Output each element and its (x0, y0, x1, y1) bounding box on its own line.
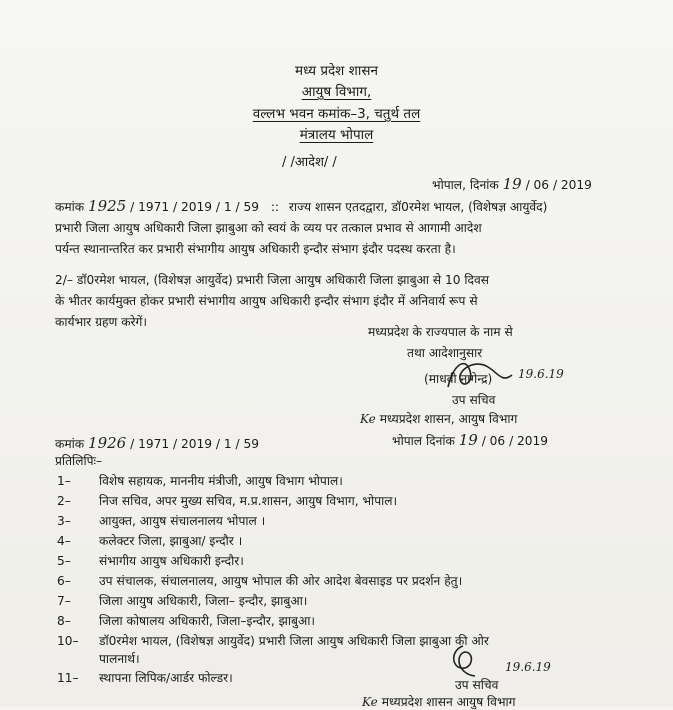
list-item-num: 4– (57, 534, 71, 548)
signatory-name: (माधवी नागेन्द्र) (424, 372, 493, 386)
second-date-rest: / 06 / 2019 (481, 434, 549, 448)
copy-to-label: प्रतिलिपिः– (55, 454, 103, 468)
list-item (57, 650, 140, 667)
list-item-text: जिला कोषालय अधिकारी, जिला–इन्दौर, झाबुआ। (99, 614, 316, 628)
second-order-number (55, 434, 259, 452)
order-no-handwritten: 1925 (88, 197, 127, 215)
para2-line1: 2/– डॉ0रमेश भायल, (विशेषज्ञ आयुर्वेद) प्रभारी जिला आयुष अधिकारी जिला झाबुआ से 10 दिवस (55, 273, 490, 287)
list-item (57, 512, 265, 529)
list-item-text: डॉ0रमेश भायल, (विशेषज्ञ आयुर्वेद) प्रभारी जिला आयुष अधिकारी जिला झाबुआ की ओर (99, 634, 489, 648)
list-item-text: जिला आयुष अधिकारी, जिला– इन्दौर, झाबुआ। (99, 594, 308, 608)
initial-mark: Ke (360, 412, 376, 426)
header-line-3: वल्लभ भवन कमांक–3, चतुर्थ तल (252, 106, 421, 122)
order-number (55, 197, 547, 215)
signature-1-date: 19.6.19 (518, 367, 564, 381)
list-item (57, 572, 462, 589)
list-item (57, 492, 397, 509)
list-item (57, 472, 343, 489)
list-item-num: 5– (57, 554, 71, 568)
para1-line3: पर्यन्त स्थानान्तरित कर प्रभारी संभागीय आयुष अधिकारी इन्दौर संभाग इंदौर पदस्थ करता है। (55, 242, 456, 256)
date-day-handwritten: 19 (502, 175, 522, 193)
header-line-1: मध्य प्रदेश शासन (295, 63, 378, 79)
signatory-designation: उप सचिव (452, 393, 496, 407)
list-item-text: निज सचिव, अपर मुख्य सचिव, म.प्र.शासन, आयुष विभाग, भोपाल। (99, 494, 398, 508)
list-item (57, 632, 489, 649)
second-date-day: 19 (458, 431, 478, 449)
list-item-text: विशेष सहायक, माननीय मंत्रीजी, आयुष विभाग भोपाल। (99, 474, 343, 488)
list-item-text: उप संचालक, संचालनालय, आयुष भोपाल की ओर आदेश बेवसाइड पर प्रदर्शन हेतु। (99, 574, 463, 588)
list-item-text: स्थापना लिपिक/आर्डर फोल्डर। (99, 671, 233, 685)
bottom-dept (362, 693, 516, 710)
list-item (57, 532, 242, 549)
order-no-sep: :: (270, 200, 280, 214)
list-item-num: 8– (57, 614, 71, 628)
signatory-dept (360, 410, 517, 427)
list-item-text: कलेक्टर जिला, झाबुआ/ इन्दौर । (99, 534, 243, 548)
signature-2-date: 19.6.19 (505, 660, 551, 674)
date-prefix: भोपाल, दिनांक (432, 178, 499, 192)
order-no-rest: / 1971 / 2019 / 1 / 59 (130, 200, 259, 214)
order-no-prefix: कमांक (55, 200, 85, 214)
list-item-num: 6– (57, 574, 71, 588)
bottom-dept-text: मध्यप्रदेश शासन आयुष विभाग (381, 695, 516, 709)
para2-line3: कार्यभार ग्रहण करेगें। (55, 315, 148, 329)
order-title: / /आदेश/ / (282, 155, 337, 170)
list-item-num: 11– (57, 671, 79, 685)
para1-line1-tail: राज्य शासन एतदद्वारा, डॉ0रमेश भायल, (विशेषज्ञ आयुर्वेद) (288, 200, 548, 214)
second-order-rest: / 1971 / 2019 / 1 / 59 (130, 437, 259, 451)
list-item-num: 3– (57, 514, 71, 528)
para2-line2: के भीतर कार्यमुक्त होकर प्रभारी संभागीय आयुष अधिकारी इन्दौर संभाग इंदौर में अनिवार्य रूप से (55, 294, 478, 308)
list-item-text: पालनार्थ। (99, 652, 140, 666)
list-item (57, 552, 244, 569)
list-item-num: 7– (57, 594, 71, 608)
list-item-text: आयुक्त, आयुष संचालनालय भोपाल । (99, 514, 266, 528)
list-item-num: 2– (57, 494, 71, 508)
list-item (57, 592, 307, 609)
list-item (57, 612, 315, 629)
list-item (57, 669, 233, 686)
para1-line2: प्रभारी जिला आयुष अधिकारी जिला झाबुआ को स्वयं के व्यय पर तत्काल प्रभाव से आगामी आदेश (55, 221, 482, 235)
signatory-dept-text: मध्यप्रदेश शासन, आयुष विभाग (379, 412, 518, 426)
header-line-2: आयुष विभाग, (301, 84, 372, 100)
governor-line-1: मध्यप्रदेश के राज्यपाल के नाम से (368, 325, 513, 339)
list-item-num: 10– (57, 634, 79, 648)
date-rest: / 06 / 2019 (525, 178, 592, 192)
second-order-date (392, 431, 548, 449)
second-date-prefix: भोपाल दिनांक (392, 434, 455, 448)
second-order-handwritten: 1926 (88, 434, 127, 452)
order-date (432, 175, 592, 193)
governor-line-2: तथा आदेशानुसार (407, 346, 483, 360)
list-item-text: संभागीय आयुष अधिकारी इन्दौर। (99, 554, 244, 568)
list-item-num: 1– (57, 474, 71, 488)
bottom-designation: उप सचिव (455, 678, 499, 692)
header-line-4: मंत्रालय भोपाल (299, 127, 374, 143)
initial-mark: Ke (362, 695, 378, 709)
second-order-prefix: कमांक (55, 437, 85, 451)
